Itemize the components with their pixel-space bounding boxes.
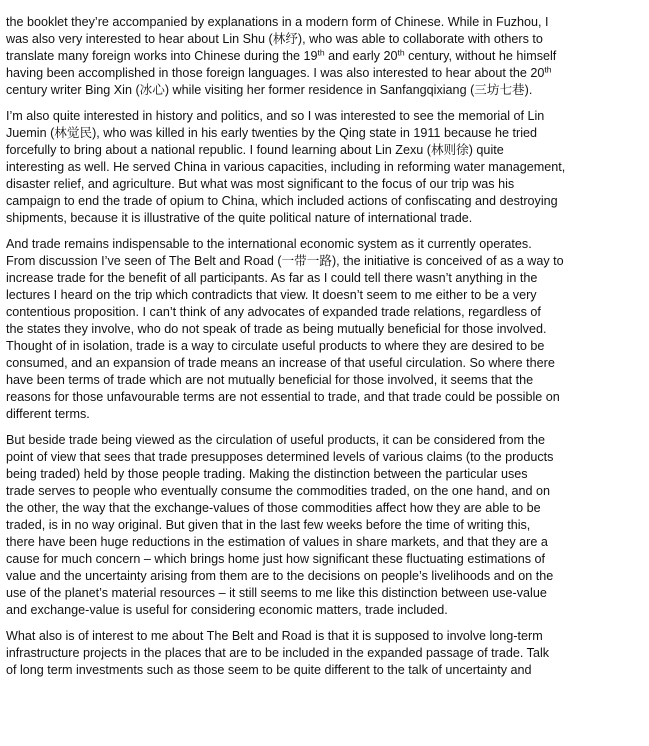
text-line: shipments, because it is illustrative of the quite political nature of international trade. <box>6 211 473 225</box>
text-line: But beside trade being viewed as the circulation of useful products, it can be considered from the <box>6 433 546 447</box>
text-line: traded, is in no way original. But given that in the last few weeks before the time of writing this, <box>6 518 531 532</box>
text-line: increase trade for the benefit of all participants. As far as I could tell there wasn’t anything in the <box>6 271 538 285</box>
paragraph-2 <box>6 108 635 227</box>
text-line: the other, the way that the exchange-values of those commodities affect how they are able to be <box>6 501 541 515</box>
text-line: have been terms of trade which are not mutually beneficial for those involved, it seems that the <box>6 373 534 387</box>
text-line: consumed, and an expansion of trade means an increase of that useful circulation. So where there <box>6 356 555 370</box>
text-line: Juemin (林觉民), who was killed in his early twenties by the Qing state in 1911 because he tried <box>6 126 538 140</box>
paragraph-5 <box>6 628 635 679</box>
text-line: there have been huge reductions in the estimation of values in share markets, and that they are a <box>6 535 548 549</box>
text-line: point of view that sees that trade presupposes determined levels of various claims (to the products <box>6 450 554 464</box>
text-line <box>6 65 635 82</box>
text-line: use of the planet’s material resources – it still seems to me like this distinction between use-value <box>6 586 547 600</box>
text-run: and early 20 <box>324 49 398 63</box>
text-line: being traded) held by those people trading. Making the distinction between the particular uses <box>6 467 528 481</box>
text-line: And trade remains indispensable to the international economic system as it currently operates. <box>6 237 532 251</box>
text-line: disaster relief, and agriculture. But what was most significant to the focus of our trip was his <box>6 177 515 191</box>
text-line: forcefully to bring about a national republic. I found learning about Lin Zexu (林则徐) quite <box>6 143 504 157</box>
text-line: contentious proposition. I can’t think of any advocates of expanded trade relations, regardless of <box>6 305 541 319</box>
text-line: trade serves to people who eventually consume the commodities traded, on the one hand, and on <box>6 484 550 498</box>
text-run: having been accomplished in those foreign languages. I was also interested to hear about the 20 <box>6 66 545 80</box>
text-line: I’m also quite interested in history and politics, and so I was interested to see the memorial of Lin <box>6 109 545 123</box>
text-line: and exchange-value is useful for considering economic matters, trade included. <box>6 603 448 617</box>
paragraph-4 <box>6 432 635 619</box>
text-line: was also very interested to hear about Lin Shu (林纾), who was able to collaborate with others to <box>6 32 543 46</box>
text-line: the states they involve, who do not speak of trade as being mutually beneficial for those involved. <box>6 322 547 336</box>
superscript: th <box>397 47 405 58</box>
text-line: From discussion I’ve seen of The Belt and Road (一带一路), the initiative is conceived of as a way to <box>6 254 564 268</box>
text-line: lectures I heard on the trip which contradicts that view. It doesn’t seem to me either to be a very <box>6 288 537 302</box>
text-line: of long term investments such as those seem to be quite different to the talk of uncertainty and <box>6 663 532 677</box>
text-line: the booklet they’re accompanied by explanations in a modern form of Chinese. While in Fuzhou, I <box>6 15 549 29</box>
text-run: century, without he himself <box>404 49 557 63</box>
text-line: Thought of in isolation, trade is a way to circulate useful products to where they are desired to be <box>6 339 545 353</box>
text-line: What also is of interest to me about The Belt and Road is that it is supposed to involve long-term <box>6 629 543 643</box>
text-line: reasons for those unfavourable terms are not essential to trade, and that trade could be possible on <box>6 390 560 404</box>
paragraph-1 <box>6 14 635 99</box>
text-line <box>6 48 635 65</box>
text-line: value and the uncertainty arising from them are to the decisions on people’s livelihoods and on the <box>6 569 554 583</box>
text-line: infrastructure projects in the places that are to be included in the expanded passage of trade. Talk <box>6 646 550 660</box>
text-line: interesting as well. He served China in various capacities, including in reforming water management, <box>6 160 566 174</box>
paragraph-3 <box>6 236 635 423</box>
superscript: th <box>544 64 552 75</box>
superscript: th <box>317 47 325 58</box>
text-line: cause for much concern – which brings home just how significant these fluctuating estimations of <box>6 552 546 566</box>
text-run: translate many foreign works into Chinese during the 19 <box>6 49 318 63</box>
text-line: campaign to end the trade of opium to China, which included actions of confiscating and destroying <box>6 194 558 208</box>
text-line: century writer Bing Xin (冰心) while visiting her former residence in Sanfangqixiang (三坊七巷). <box>6 83 533 97</box>
text-line: different terms. <box>6 407 90 421</box>
